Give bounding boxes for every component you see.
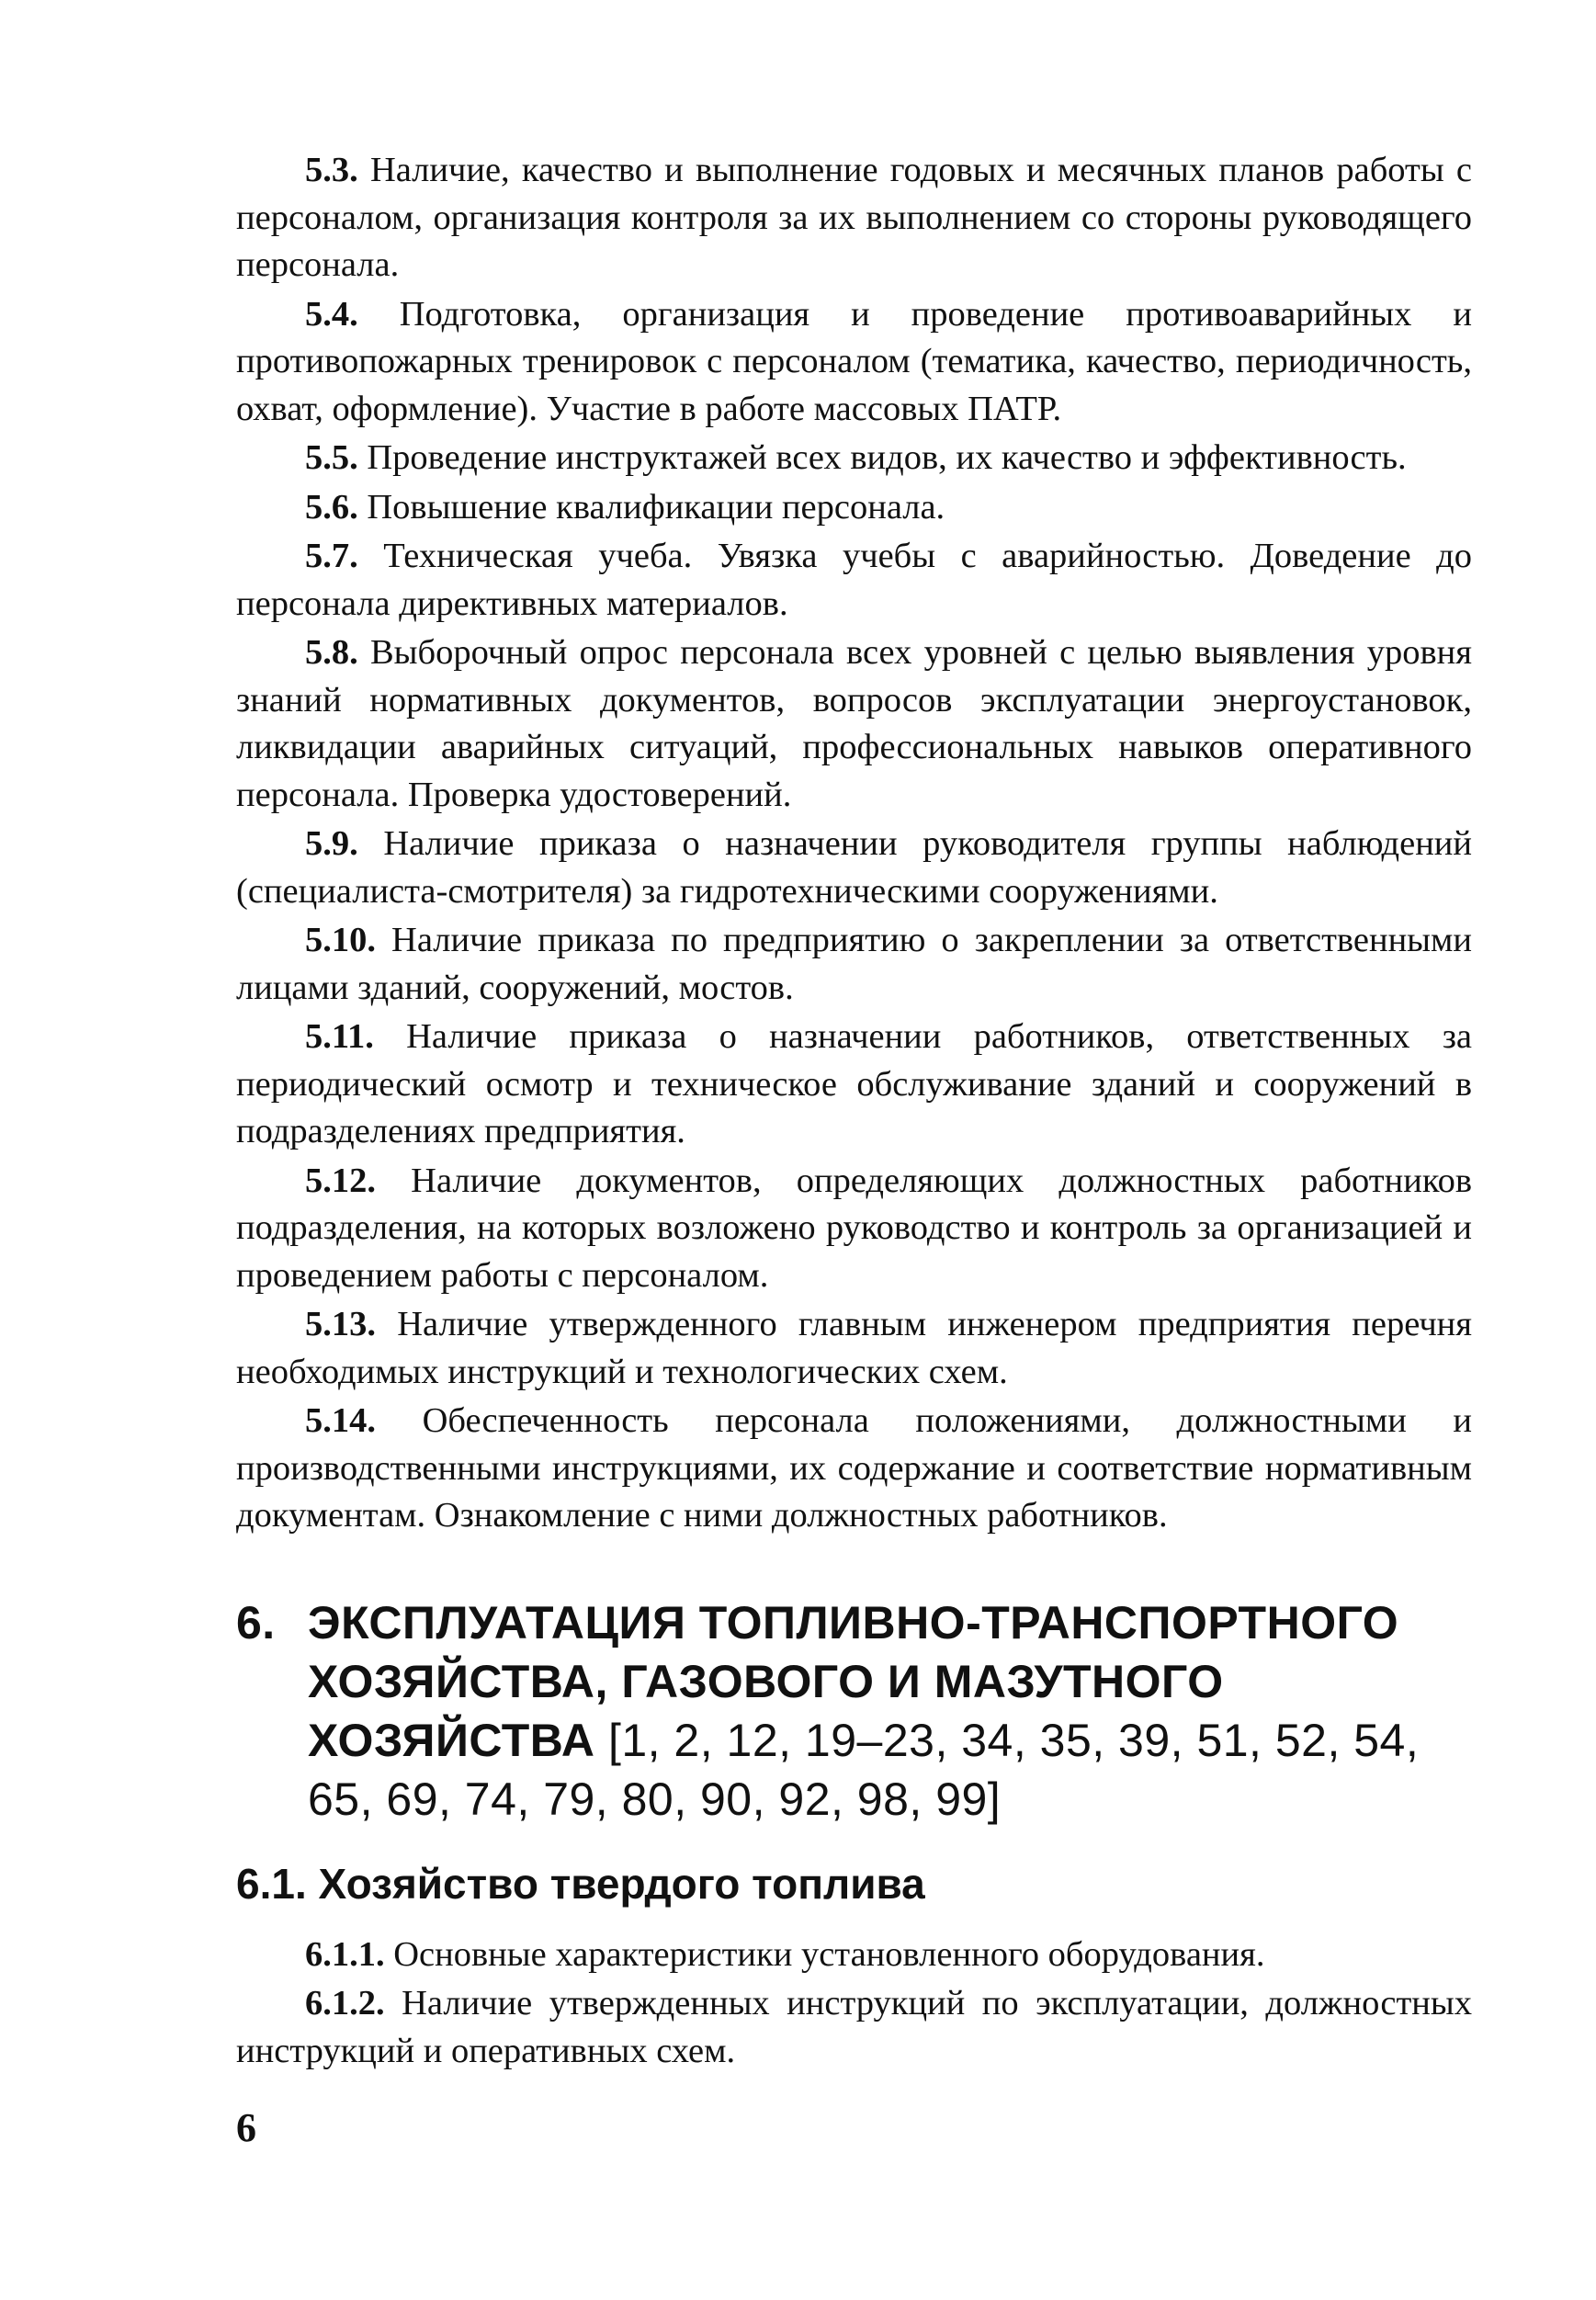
item-number: 5.3. bbox=[305, 151, 358, 189]
item-5-12 bbox=[236, 1158, 1472, 1300]
item-number: 5.11. bbox=[305, 1017, 374, 1056]
item-5-7 bbox=[236, 533, 1472, 628]
item-5-8 bbox=[236, 629, 1472, 819]
section-heading: 6.1. Хозяйство твердого топлива bbox=[236, 1859, 925, 1908]
item-number: 5.7. bbox=[305, 537, 358, 575]
item-text: Наличие приказа о назначении работников, ответственных за периодический осмотр и техническое обслуживание зданий и сооружений в подразделениях предприятия. bbox=[236, 1017, 1473, 1150]
item-5-3 bbox=[236, 147, 1472, 289]
item-text: Наличие, качество и выполнение годовых и месячных планов работы с персоналом, организация контроля за их выполнением со стороны руководящего персонала. bbox=[236, 151, 1473, 284]
item-6-1-2 bbox=[236, 1980, 1472, 2075]
page-number: 6 bbox=[236, 2105, 256, 2150]
chapter-references: [1, 2, 12, 19–23, 34, 35, 39, 51, 52, 54, 65, 69, 74, 79, 80, 90, 92, 98, 99] bbox=[308, 1714, 1420, 1825]
chapter-title: ЭКСПЛУАТАЦИЯ ТОПЛИВНО-ТРАНСПОРТНОГО ХОЗЯЙСТВА, ГАЗОВОГО И МАЗУТНОГО ХОЗЯЙСТВА bbox=[308, 1596, 1399, 1766]
item-text: Подготовка, организация и проведение противоаварийных и противопожарных тренировок с персоналом (тематика, качество, периодичность, охват, оформление). Участие в работе массовых ПАТР. bbox=[236, 294, 1472, 428]
item-number: 5.14. bbox=[305, 1401, 376, 1440]
item-5-5 bbox=[236, 435, 1472, 482]
chapter-heading bbox=[236, 1593, 1472, 1829]
item-number: 5.8. bbox=[305, 633, 358, 672]
item-number: 5.9. bbox=[305, 824, 358, 863]
item-text: Проведение инструктажей всех видов, их качество и эффективность. bbox=[367, 438, 1407, 477]
chapter-number: 6. bbox=[236, 1596, 276, 1649]
item-number: 5.13. bbox=[305, 1305, 376, 1343]
item-text: Обеспеченность персонала положениями, должностными и производственными инструкциями, их содержание и соответствие нормативным документам. Ознакомление с ними должностных работников. bbox=[236, 1401, 1473, 1535]
item-text: Наличие приказа о назначении руководителя группы наблюдений (специалиста-смотрителя) за гидротехническими сооружениями. bbox=[236, 824, 1473, 911]
item-5-4 bbox=[236, 291, 1472, 434]
item-number: 5.10. bbox=[305, 921, 376, 959]
chapter-heading-body bbox=[308, 1593, 1472, 1829]
item-text: Наличие утвержденных инструкций по эксплуатации, должностных инструкций и оперативных схем. bbox=[236, 1984, 1473, 2070]
item-number: 5.6. bbox=[305, 487, 358, 527]
item-text: Наличие утвержденного главным инженером предприятия перечня необходимых инструкций и технологических схем. bbox=[236, 1305, 1472, 1391]
item-number: 5.12. bbox=[305, 1161, 376, 1200]
item-5-6 bbox=[236, 484, 1472, 532]
item-number: 5.5. bbox=[305, 438, 358, 477]
item-5-9 bbox=[236, 821, 1472, 915]
item-text: Техническая учеба. Увязка учебы с аварийностью. Доведение до персонала директивных материалов. bbox=[236, 537, 1473, 623]
item-number: 6.1.1. bbox=[305, 1934, 385, 1974]
item-6-1-1 bbox=[236, 1932, 1472, 1979]
item-5-13 bbox=[236, 1301, 1472, 1396]
item-number: 5.4. bbox=[305, 294, 358, 334]
item-5-10 bbox=[236, 917, 1472, 1012]
item-text: Основные характеристики установленного оборудования. bbox=[393, 1934, 1265, 1974]
item-text: Наличие документов, определяющих должностных работников подразделения, на которых возложено руководство и контроль за организацией и проведением работы с персоналом. bbox=[236, 1161, 1473, 1295]
item-5-11 bbox=[236, 1014, 1472, 1156]
item-text: Повышение квалификации персонала. bbox=[367, 487, 945, 527]
item-5-14 bbox=[236, 1398, 1472, 1540]
item-text: Выборочный опрос персонала всех уровней с целью выявления уровня знаний нормативных документов, вопросов эксплуатации энергоустановок, ликвидации аварийных ситуаций, профессиональных навыков оперативного персонала. Проверка удостоверений. bbox=[236, 633, 1472, 814]
item-text: Наличие приказа по предприятию о закреплении за ответственными лицами зданий, сооружений, мостов. bbox=[236, 921, 1473, 1007]
page-body bbox=[236, 147, 1472, 2075]
item-number: 6.1.2. bbox=[305, 1984, 385, 2022]
